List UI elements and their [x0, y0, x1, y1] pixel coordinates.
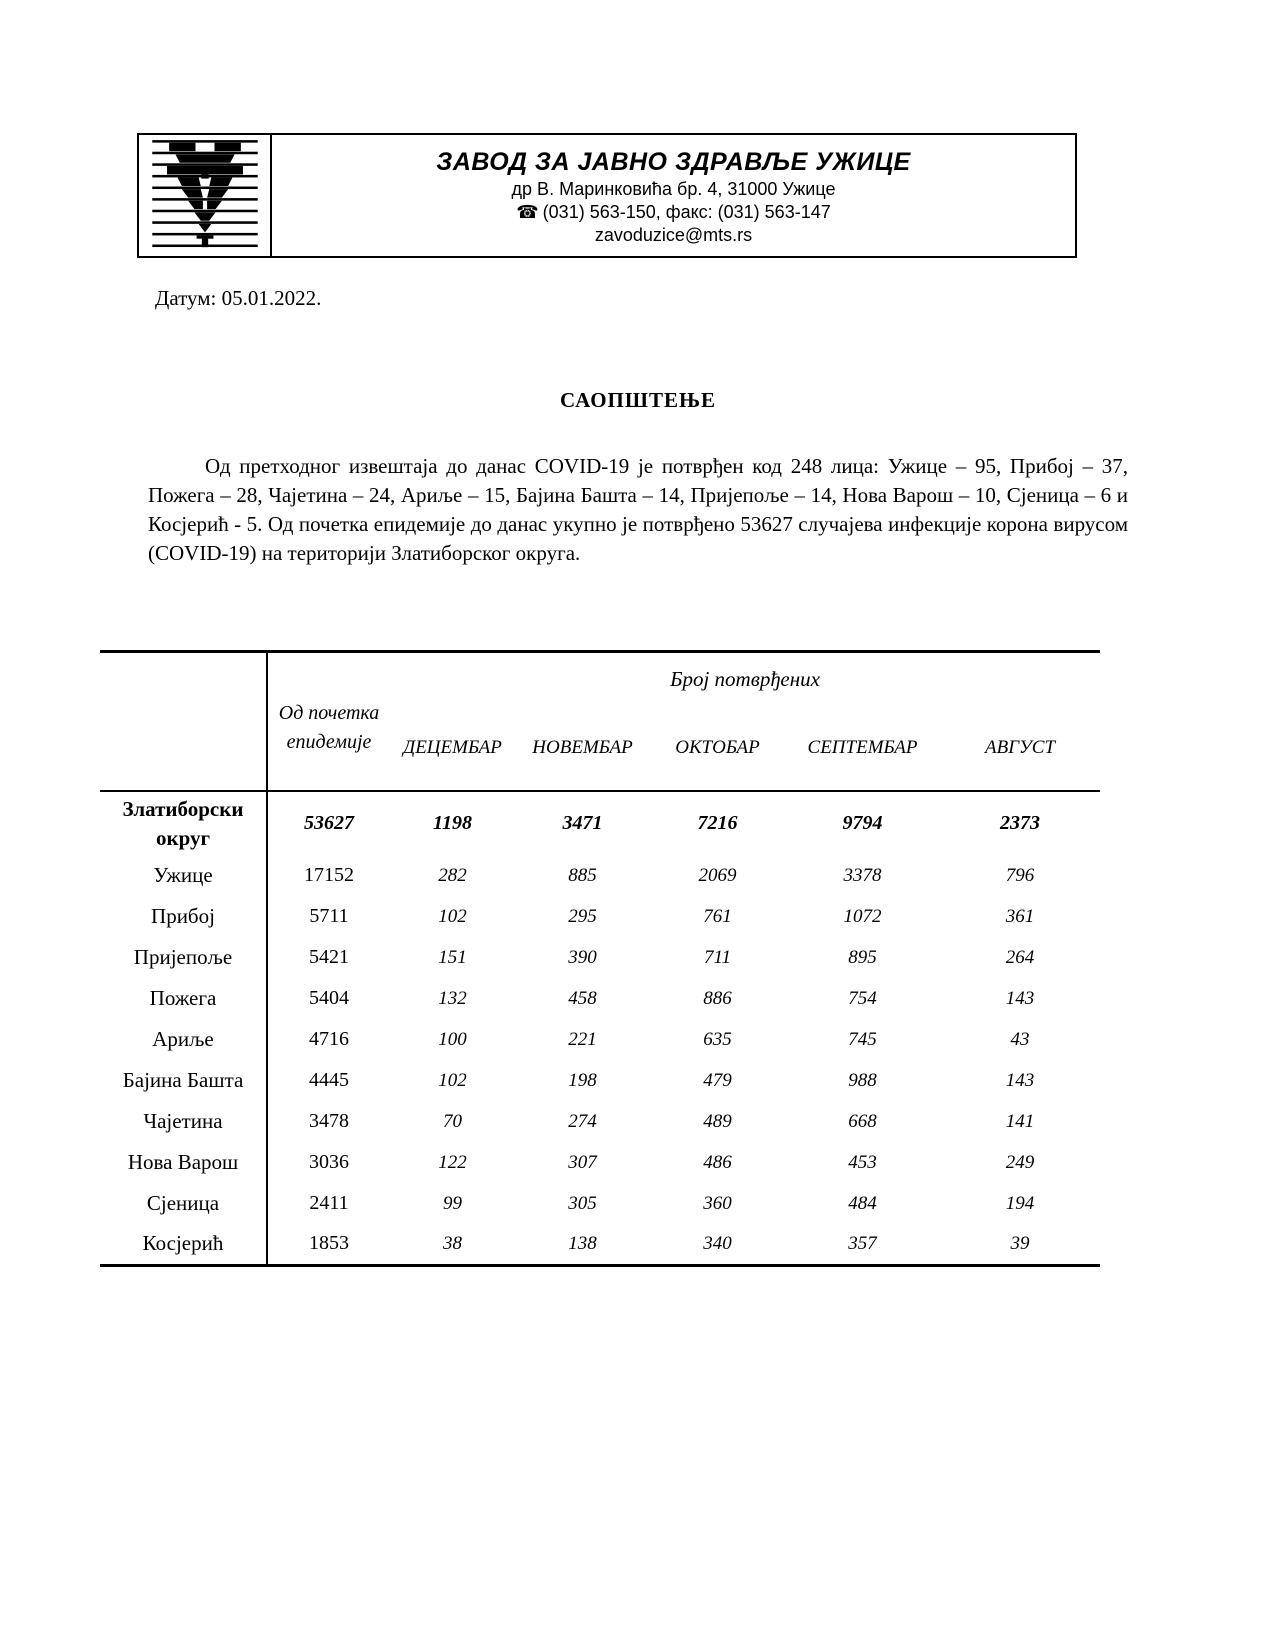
org-phone-line	[516, 201, 830, 224]
value-month: 43	[1010, 1028, 1030, 1050]
table-row	[100, 896, 1100, 937]
value-since-start: 17152	[304, 864, 354, 886]
value-since-start: 4716	[309, 1028, 349, 1050]
table-row	[100, 1224, 1100, 1265]
municipality-name: Пожега	[100, 978, 267, 1019]
phone-text: (031) 563-150, факс: (031) 563-147	[542, 201, 831, 222]
value-month: 143	[1005, 987, 1035, 1009]
corner-cell	[100, 652, 267, 792]
value-month: 198	[568, 1069, 597, 1091]
table-row	[100, 978, 1100, 1019]
value-since-start: 5711	[309, 905, 349, 927]
col-header-month: АВГУСТ	[940, 705, 1100, 791]
value-since-start: 5421	[309, 946, 349, 968]
value-month: 761	[703, 905, 732, 927]
value-month: 99	[443, 1192, 462, 1214]
institute-logo-icon	[152, 138, 258, 254]
value-month: 138	[568, 1232, 597, 1254]
value-month: 453	[848, 1151, 877, 1173]
org-name: ЗАВОД ЗА ЈАВНО ЗДРАВЉЕ УЖИЦЕ	[436, 147, 911, 176]
logo-cell	[139, 135, 272, 256]
value-month: 458	[568, 987, 597, 1009]
value-month: 295	[568, 905, 597, 927]
value-month: 486	[703, 1151, 732, 1173]
table-row	[100, 1060, 1100, 1101]
value-month: 102	[438, 1069, 467, 1091]
value-month: 484	[848, 1192, 877, 1214]
table-row	[100, 1183, 1100, 1224]
table-row	[100, 1142, 1100, 1183]
municipality-name: Пријепоље	[100, 937, 267, 978]
value-since-start: 1853	[309, 1232, 349, 1255]
table-row	[100, 937, 1100, 978]
municipality-name: Косјерић	[100, 1224, 267, 1265]
municipality-name: Ариље	[100, 1019, 267, 1060]
table-row	[100, 791, 1100, 855]
phone-icon: ☎	[516, 201, 539, 222]
table-row	[100, 1101, 1100, 1142]
col-header-month: НОВЕМБАР	[515, 705, 650, 791]
value-month: 361	[1005, 905, 1035, 927]
value-month: 249	[1005, 1151, 1035, 1173]
value-month: 151	[438, 946, 467, 968]
value-month: 194	[1005, 1192, 1035, 1214]
value-since-start: 2411	[309, 1192, 349, 1214]
value-month: 745	[848, 1028, 877, 1050]
value-month: 141	[1005, 1110, 1035, 1132]
value-month: 264	[1005, 946, 1035, 968]
org-email: zavoduzice@mts.rs	[594, 225, 753, 246]
group-header-confirmed-count: Број потврђених	[670, 666, 820, 691]
value-since-start: 53627	[304, 812, 354, 834]
value-month: 282	[438, 864, 467, 886]
covid-table	[100, 650, 1100, 1267]
covid-table-head	[100, 652, 1100, 792]
municipality-name: Ужице	[100, 855, 267, 896]
value-since-start: 5404	[309, 987, 349, 1009]
value-month: 100	[438, 1028, 467, 1050]
value-month: 221	[568, 1028, 597, 1050]
value-month: 38	[443, 1232, 462, 1254]
date-line: Датум: 05.01.2022.	[155, 286, 322, 310]
value-month: 7216	[697, 812, 738, 834]
value-month: 102	[438, 905, 467, 927]
letterhead-info	[272, 135, 1075, 256]
value-month: 988	[848, 1069, 877, 1091]
value-month: 668	[848, 1110, 877, 1132]
value-month: 70	[443, 1110, 462, 1132]
value-month: 2069	[698, 864, 737, 886]
municipality-name: Чајетина	[100, 1101, 267, 1142]
municipality-name: Сјеница	[100, 1183, 267, 1224]
covid-table-wrap	[100, 650, 1100, 1267]
value-month: 9794	[842, 812, 883, 834]
value-since-start: 3478	[309, 1110, 349, 1132]
value-month: 635	[703, 1028, 732, 1050]
value-month: 390	[568, 946, 597, 968]
table-row	[100, 855, 1100, 896]
value-month: 360	[703, 1192, 732, 1214]
value-month: 305	[568, 1192, 597, 1214]
value-since-start: 3036	[309, 1151, 349, 1173]
value-month: 2373	[1000, 812, 1041, 834]
value-month: 122	[438, 1151, 467, 1173]
col-header-month: ДЕЦЕМБАР	[390, 705, 515, 791]
value-month: 479	[703, 1069, 732, 1091]
covid-table-body	[100, 791, 1100, 1265]
value-month: 3378	[843, 864, 882, 886]
col-header-since-start: Од почетка епидемије	[267, 652, 390, 792]
org-address: др В. Маринковића бр. 4, 31000 Ужице	[511, 178, 836, 199]
doc-title: САОПШТЕЊЕ	[559, 388, 717, 412]
col-header-month: ОКТОБАР	[650, 705, 785, 791]
letterhead-box	[137, 133, 1077, 258]
value-month: 886	[703, 987, 732, 1009]
value-month: 1072	[843, 905, 882, 927]
municipality-name: Златиборски округ	[100, 791, 267, 855]
value-since-start: 4445	[309, 1069, 349, 1091]
municipality-name: Прибој	[100, 896, 267, 937]
value-month: 711	[703, 946, 732, 968]
value-month: 340	[703, 1232, 732, 1254]
value-month: 489	[703, 1110, 732, 1132]
value-month: 1198	[433, 812, 472, 834]
value-month: 796	[1005, 864, 1035, 886]
value-month: 885	[568, 864, 597, 886]
value-month: 3471	[562, 812, 603, 834]
value-month: 895	[848, 946, 877, 968]
value-month: 143	[1005, 1069, 1035, 1091]
value-month: 754	[848, 987, 877, 1009]
value-month: 274	[568, 1110, 597, 1132]
body-paragraph: Од претходног извештаја до данас COVID-19 је потврђен код 248 лица: Ужице – 95, Прибој – 37, Пожега – 28, Чајетина – 24, Ариље – 15, Бајина Башта – 14, Пријепоље – 14, Нова Варош – 10, Сјеница – 6 и Косјерић - 5. Од почетка епидемије до данас укупно је потврђено 53627 случајева инфекције корона вирусом (COVID-19) на територији Златиборског округа.	[148, 454, 1128, 565]
table-row	[100, 1019, 1100, 1060]
value-month: 132	[438, 987, 467, 1009]
municipality-name: Бајина Башта	[100, 1060, 267, 1101]
value-month: 307	[568, 1151, 597, 1173]
value-month: 357	[848, 1232, 877, 1254]
municipality-name: Нова Варош	[100, 1142, 267, 1183]
col-header-month: СЕПТЕМБАР	[785, 705, 940, 791]
value-month: 39	[1010, 1232, 1030, 1254]
